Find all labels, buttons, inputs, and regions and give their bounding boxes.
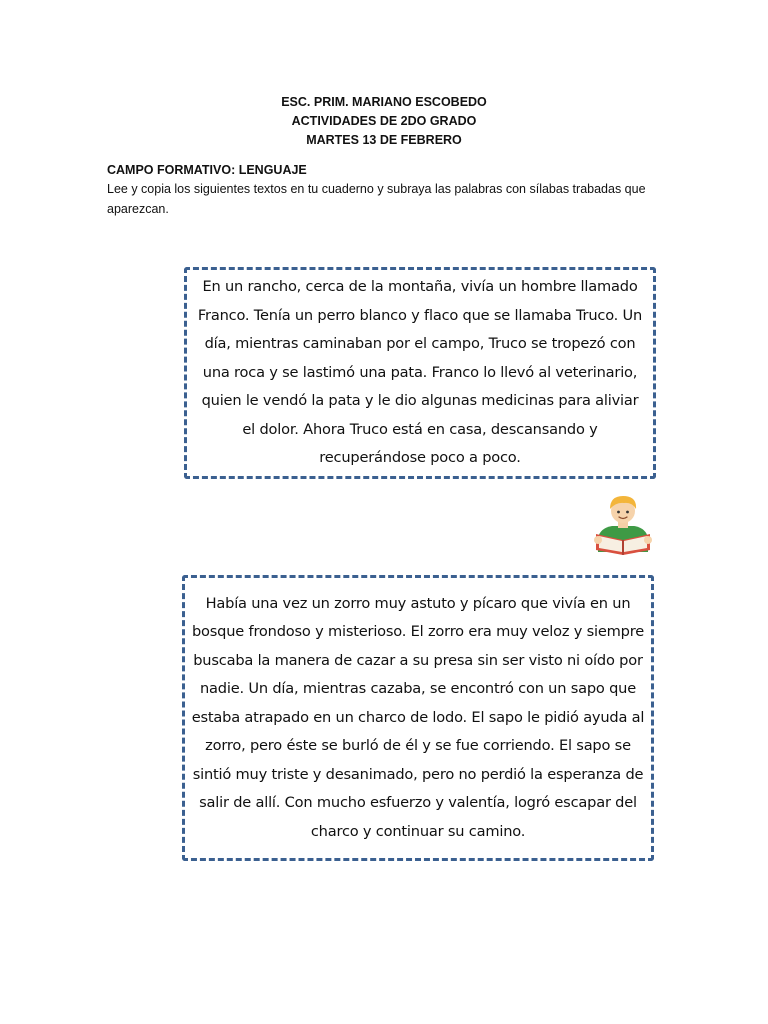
school-name: ESC. PRIM. MARIANO ESCOBEDO	[281, 95, 487, 109]
reading-text-box-2	[182, 575, 654, 861]
activity-title: ACTIVIDADES DE 2DO GRADO	[291, 114, 477, 128]
reading-text-1: En un rancho, cerca de la montaña, vivía un hombre llamado Franco. Tenía un perro blanco y flaco que se llamaba Truco. Un día, mientras caminaban por el campo, Truco se tropezó con una roca y se lastimó una pata. Franco lo llevó al veterinario, quien le vendó la pata y le dio algunas medicinas para aliviar el dolor. Ahora Truco está en casa, descansando y recuperándose poco a poco.	[197, 278, 643, 467]
section-title: CAMPO FORMATIVO: LENGUAJE	[107, 163, 307, 177]
reading-text-box-1	[184, 267, 656, 479]
child-reading-book-icon	[590, 490, 656, 558]
instructions: Lee y copia los siguientes textos en tu cuaderno y subraya las palabras con sílabas trabadas que aparezcan.	[107, 182, 646, 216]
reading-text-2: Había una vez un zorro muy astuto y pícaro que vivía en un bosque frondoso y misterioso. El zorro era muy veloz y siempre buscaba la manera de cazar a su presa sin ser visto ni oído por nadie. Un día, mientras cazaba, se encontró con un sapo que estaba atrapado en un charco de lodo. El sapo le pidió ayuda al zorro, pero éste se burló de él y se fue corriendo. El sapo se sintió muy triste y desanimado, pero no perdió la esperanza de salir de allí. Con mucho esfuerzo y valentía, logró escapar del charco y continuar su camino.	[191, 594, 645, 840]
document-header	[0, 93, 768, 150]
activity-date: MARTES 13 DE FEBRERO	[306, 133, 462, 147]
